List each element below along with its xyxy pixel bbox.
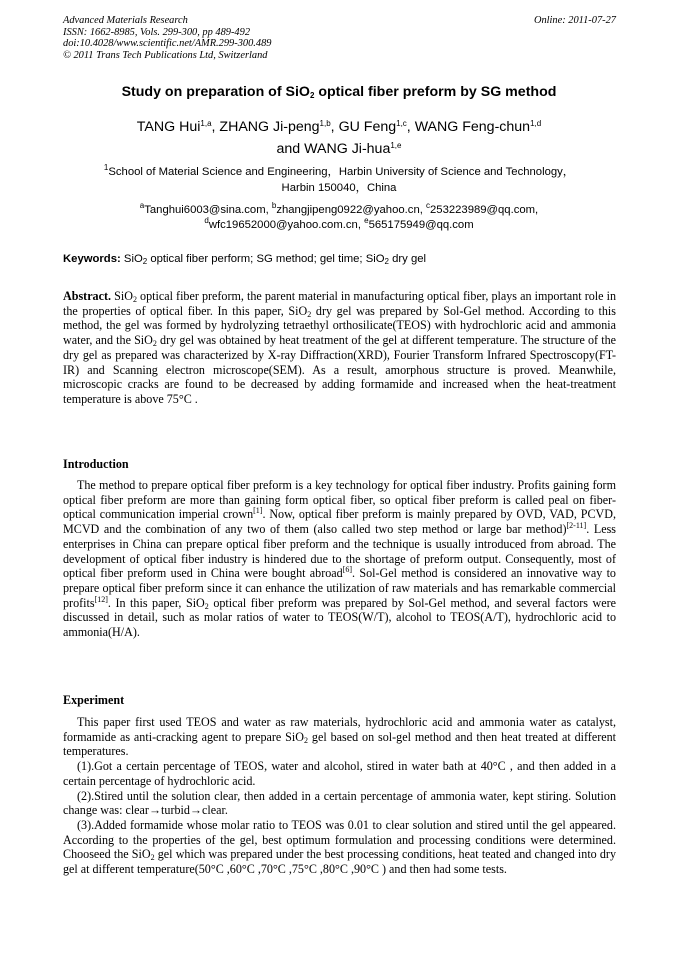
- journal-name: Advanced Materials Research: [63, 15, 188, 26]
- experiment-step-1: (1).Got a certain percentage of TEOS, water and alcohol, stired in water bath at 40°C , and then added in a certain percentage of hydrochloric acid.: [63, 759, 616, 788]
- author: ZHANG Ji-peng: [219, 119, 320, 135]
- section-heading-experiment: Experiment: [63, 693, 125, 707]
- experiment-step-3: (3).Added formamide whose molar ratio to TEOS was 0.01 to clear solution and stired until the gel appeared. According to the properties of the gel, best optimum formulation and processing conditions were determined. Chooseed the SiO$_2$ gel which was prepared under the best processing conditions, heat teated and changed into dry gel at different temperature(50°C ,60°C ,70°C ,75°C ,80°C ,90°C ) and then had some tests.: [63, 817, 616, 877]
- author: and WANG Ji-hua: [276, 141, 391, 157]
- author: GU Feng: [338, 119, 397, 135]
- author: WANG Feng-chun: [414, 119, 531, 135]
- experiment-step-2: (2).Stired until the solution clear, then added in a certain percentage of ammonia water, kept stiring. Solution change was: clear→turbid→clear.: [63, 788, 616, 818]
- experiment-paragraph: This paper first used TEOS and water as raw materials, hydrochloric acid and ammonia water as catalyst, formamide as anti-cracking agent to prepare SiO$_2$ gel based on sol-gel method and then heat treated at different temperatures.: [63, 715, 616, 759]
- paper-title: Study on preparation of SiO$_2$ optical fiber preform by SG method: [121, 84, 557, 100]
- citation: [1]: [253, 506, 263, 516]
- abstract-label: Abstract.: [63, 289, 112, 303]
- affiliation: $^1$School of Material Science and Engineering，Harbin University of Science and Technology， Harbin 150040，China: [103, 163, 575, 194]
- section-heading-introduction: Introduction: [63, 457, 129, 471]
- experiment-section: [63, 715, 616, 877]
- keywords-label: Keywords:: [63, 253, 121, 265]
- author: TANG Hui: [136, 119, 201, 135]
- author-list: TANG Hui$^{1,a}$, ZHANG Ji-peng$^{1,b}$, GU Feng$^{1,c}$, WANG Feng-chun$^{1,d}$ and WANG Ji-hua$^{1,e}$: [136, 119, 542, 157]
- keywords: Keywords: SiO$_2$ optical fiber perform; SG method; gel time; SiO$_2$ dry gel: [63, 253, 427, 266]
- copyright-line: © 2011 Trans Tech Publications Ltd, Switzerland: [63, 49, 268, 61]
- online-date: Online: 2011-07-27: [533, 15, 616, 26]
- journal-header: [63, 15, 271, 61]
- author-emails: $^a$Tanghui6003@sina.com, $^b$zhangjipeng0922@yahoo.cn, $^c$253223989@qq.com, $^d$wfc19652000@yahoo.com.cn, $^e$565175949@qq.com: [139, 201, 539, 231]
- citation: [6]: [342, 565, 353, 575]
- introduction-paragraph: The method to prepare optical fiber preform is a key technology for optical fiber industry. Profits gaining form optical fiber preform are more than gaining form optical fiber, so optical fiber preform is called peal on fiber-optical communication imperial crown[1]. Now, optical fiber preform is mainly prepared by OVD, VAD, PCVD, MCVD and the combination of any two of them (also called two step method or large bar method)[2-11]. Less enterprises in China can prepare optical fiber preform and the technique is usually introduced from abroad. The development of optical fiber industry is hindered due to the shortage of preform output. Consequently, most of optical fiber preform used in China were bought abroad[6]. Sol-Gel method is considered an innovative way to prepare optical fiber preform since it can enhance the utilization of raw materials and has remarkable commercial profits[12]. In this paper, SiO$_2$ optical fiber preform was prepared by Sol-Gel method, and several factors were discussed in detail, such as molar ratios of water to TEOS(W/T), alcohol to TEOS(A/T), hydrochloric acid to ammonia(H/A).: [63, 478, 616, 640]
- citation: [2-11]: [566, 521, 587, 531]
- abstract: Abstract. SiO$_2$ optical fiber preform, the parent material in manufacturing optical fiber, plays an important role in the properties of optical fiber. In this paper, SiO$_2$ dry gel was prepared by Sol-Gel method. According to this method, the gel was formed by hydrolyzing tetraethyl orthosilicate(TEOS) with hydrochloric acid and ammonia water, and the SiO$_2$ dry gel was obtained by heat treatment of the gel at different temperature. The structure of the dry gel as prepared was characterized by X-ray Diffraction(XRD), Fourier Transform Infrared Spectroscopy(FT-IR) and Scanning electron microscope(SEM). As a result, amorphous structure is proved. Meanwhile, microscopic cracks are found to be decreased by adding formamide and increased when the heat-treatment temperature is above 75°C .: [63, 289, 617, 406]
- doi-line: doi:10.4028/www.scientific.net/AMR.299-300.489: [63, 38, 272, 49]
- citation: [12]: [94, 594, 108, 604]
- issn-line: ISSN: 1662-8985, Vols. 299-300, pp 489-492: [63, 26, 251, 38]
